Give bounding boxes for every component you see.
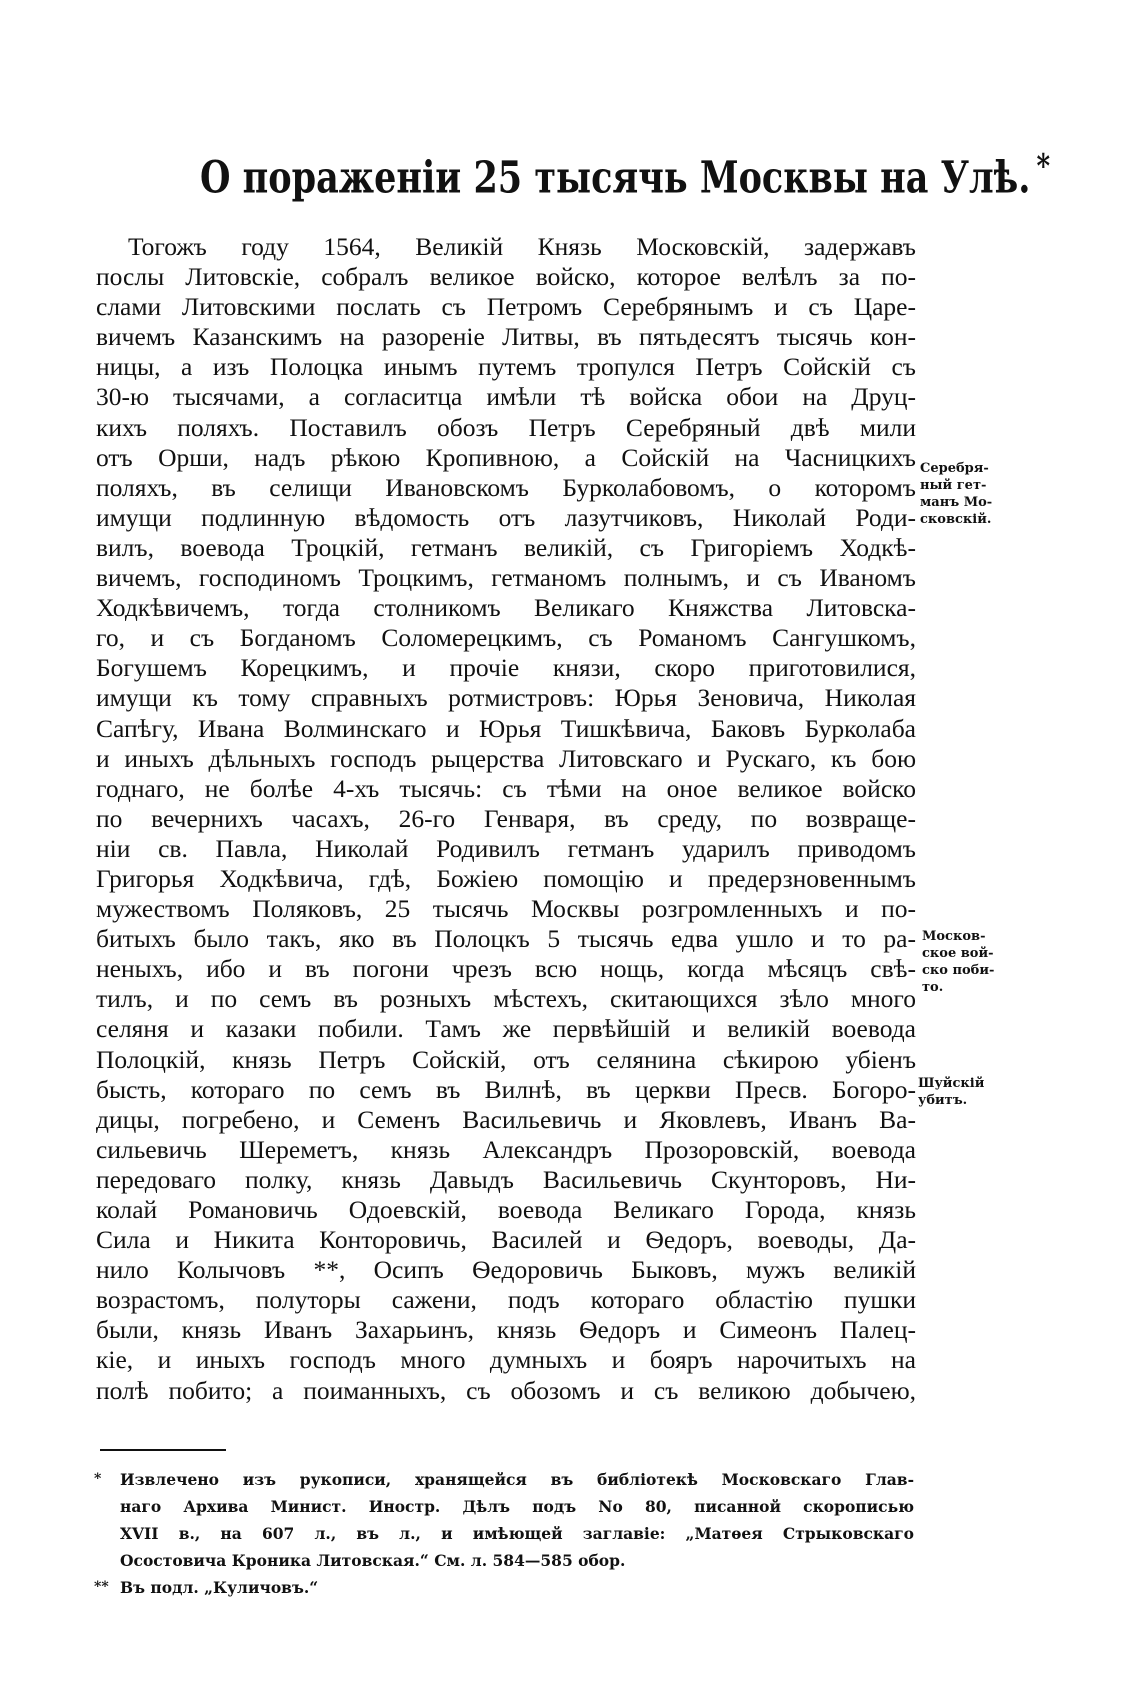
- margin-note-serebryany: [920, 460, 992, 528]
- body-line: 30-ю тысячами, а согласитца имѣли тѣ войска обои на Друц-: [96, 382, 916, 412]
- body-line: бысть, котораго по семъ въ Вилнѣ, въ церкви Пресв. Богоро-: [96, 1074, 916, 1104]
- body-line: колай Романовичь Одоевскій, воевода Великаго Города, князь: [96, 1195, 916, 1224]
- body-line: ницы, а изъ Полоцка инымъ путемъ тропулся Петръ Сойскій съ: [96, 352, 916, 382]
- body-line: имущи подлинную вѣдомость отъ лазутчиковъ, Николай Роди-: [96, 502, 916, 532]
- body-line: Полоцкій, князь Петръ Сойскій, отъ селянина сѣкирою убіенъ: [96, 1044, 916, 1074]
- footnote-separator-rule: [100, 1449, 226, 1451]
- margin-note-line: ское вой-: [922, 946, 994, 961]
- body-line: возрастомъ, полуторы сажени, подъ котораго областію пушки: [96, 1285, 916, 1315]
- margin-note-moscow-army: [922, 928, 994, 996]
- body-line: были, князь Иванъ Захарьинъ, князь Ѳедоръ и Симеонъ Палец-: [96, 1315, 916, 1345]
- margin-note-line: Шуйскій: [918, 1076, 985, 1091]
- body-line: полѣ побито; а поиманныхъ, съ обозомъ и съ великою добычею,: [96, 1375, 916, 1405]
- footnote-line: [94, 1466, 914, 1493]
- body-line: поляхъ, въ селищи Ивановскомъ Бурколабовомъ, о которомъ: [96, 472, 916, 502]
- margin-note-line: убитъ.: [918, 1093, 968, 1108]
- footnotes: [94, 1466, 914, 1601]
- body-line: го, и съ Богданомъ Соломерецкимъ, съ Романомъ Сангушкомъ,: [96, 623, 916, 653]
- body-line: послы Литовскіе, собралъ великое войско, которое велѣлъ за по-: [96, 262, 916, 292]
- footnote-text: Извлечено изъ рукописи, хранящейся въ библіотекѣ Московскаго Глав-: [120, 1470, 914, 1489]
- body-line: тилъ, и по семъ въ розныхъ мѣстехъ, скитающихся зѣло много: [96, 984, 916, 1014]
- body-line: дицы, погребено, и Семенъ Васильевичь и Яковлевъ, Иванъ Ва-: [96, 1104, 916, 1134]
- body-line: кихъ поляхъ. Поставилъ обозъ Петръ Серебряный двѣ мили: [96, 412, 916, 442]
- body-line: Богушемъ Корецкимъ, и прочіе князи, скоро приготовилися,: [96, 653, 916, 683]
- title-text: О пораженіи 25 тысячь Москвы на Улѣ.: [200, 152, 1031, 204]
- body-line: кіе, и иныхъ господъ много думныхъ и бояръ нарочитыхъ на: [96, 1345, 916, 1375]
- footnote-mark: **: [94, 1579, 109, 1595]
- margin-note-line: то.: [922, 980, 944, 995]
- body-line: имущи къ тому справныхъ ротмистровъ: Юрья Зеновича, Николая: [96, 683, 916, 713]
- margin-note-line: Серебря-: [920, 461, 989, 476]
- body-line: битыхъ было такъ, яко въ Полоцкъ 5 тысячь едва ушло и то ра-: [96, 924, 916, 954]
- body-line: по вечернихъ часахъ, 26-го Генваря, въ среду, по возвраще-: [96, 803, 916, 833]
- margin-note-line: ный гет-: [920, 478, 987, 493]
- body-line: вичемъ, господиномъ Троцкимъ, гетманомъ полнымъ, и съ Иваномъ: [96, 563, 916, 593]
- body-line: слами Литовскими послать съ Петромъ Серебрянымъ и съ Царе-: [96, 292, 916, 322]
- margin-note-line: манъ Мо-: [920, 495, 993, 510]
- body-line: ніи св. Павла, Николай Родивилъ гетманъ ударилъ приводомъ: [96, 833, 916, 863]
- body-line: передоваго полку, князь Давыдъ Васильевичь Скунторовъ, Ни-: [96, 1164, 916, 1194]
- body-line: Тогожъ году 1564, Великій Князь Московскій, задержавъ: [128, 232, 916, 261]
- title-footnote-mark: *: [1036, 148, 1051, 186]
- body-line: Григорья Ходкѣвича, гдѣ, Божіею помощію и предерзновеннымъ: [96, 863, 916, 893]
- body-line: неныхъ, ибо и въ погони чрезъ всю нощь, когда мѣсяцъ свѣ-: [96, 954, 916, 984]
- body-line: отъ Орши, надъ рѣкою Кропивною, а Сойскій на Часницкихъ: [96, 442, 916, 472]
- page-title: [200, 148, 1051, 204]
- footnote-line: наго Архива Минист. Иностр. Дѣлъ подъ No 80, писанной скорописью: [120, 1497, 914, 1516]
- body-line: вилъ, воевода Троцкій, гетманъ великій, съ Григоріемъ Ходкѣ-: [96, 532, 916, 562]
- body-line: Сила и Никита Конторовичь, Василей и Ѳедоръ, воеводы, Да-: [96, 1225, 916, 1255]
- body-line: Сапѣгу, Ивана Волминскаго и Юрья Тишкѣвича, Баковъ Бурколаба: [96, 713, 916, 743]
- body-line: селяня и казаки побили. Тамъ же первѣйшій и великій воевода: [96, 1014, 916, 1044]
- body-line: и иныхъ дѣльныхъ господъ рыцерства Литовскаго и Рускаго, къ бою: [96, 743, 916, 773]
- footnote-line: Осостовича Кроника Литовская.“ См. л. 584—585 обор.: [120, 1551, 626, 1570]
- body-line: годнаго, не болѣе 4-хъ тысячь: съ тѣми на оное великое войско: [96, 773, 916, 803]
- body-line: мужествомъ Поляковъ, 25 тысячь Москвы розгромленныхъ и по-: [96, 894, 916, 924]
- margin-note-line: сковскій.: [920, 512, 992, 527]
- margin-note-shuisky: [918, 1075, 984, 1109]
- footnote-line: XVII в., на 607 л., въ л., и имѣющей заглавіе: „Матѳея Стрыковскаго: [120, 1524, 914, 1543]
- body-line: Ходкѣвичемъ, тогда столникомъ Великаго Княжства Литовска-: [96, 593, 916, 623]
- margin-note-line: ско поби-: [922, 963, 995, 978]
- body-text: [96, 232, 916, 1406]
- body-line: нило Колычовъ **, Осипъ Ѳедоровичь Быковъ, мужъ великій: [96, 1255, 916, 1285]
- footnote-text: Въ подл. „Куличовъ.“: [120, 1578, 319, 1597]
- margin-note-line: Москов-: [922, 929, 986, 944]
- body-line: вичемъ Казанскимъ на разореніе Литвы, въ пятьдесятъ тысячь кон-: [96, 322, 916, 352]
- body-line: сильевичь Шереметъ, князь Александръ Прозоровскій, воевода: [96, 1134, 916, 1164]
- footnote-mark: *: [94, 1471, 102, 1487]
- footnote-line: [94, 1574, 914, 1601]
